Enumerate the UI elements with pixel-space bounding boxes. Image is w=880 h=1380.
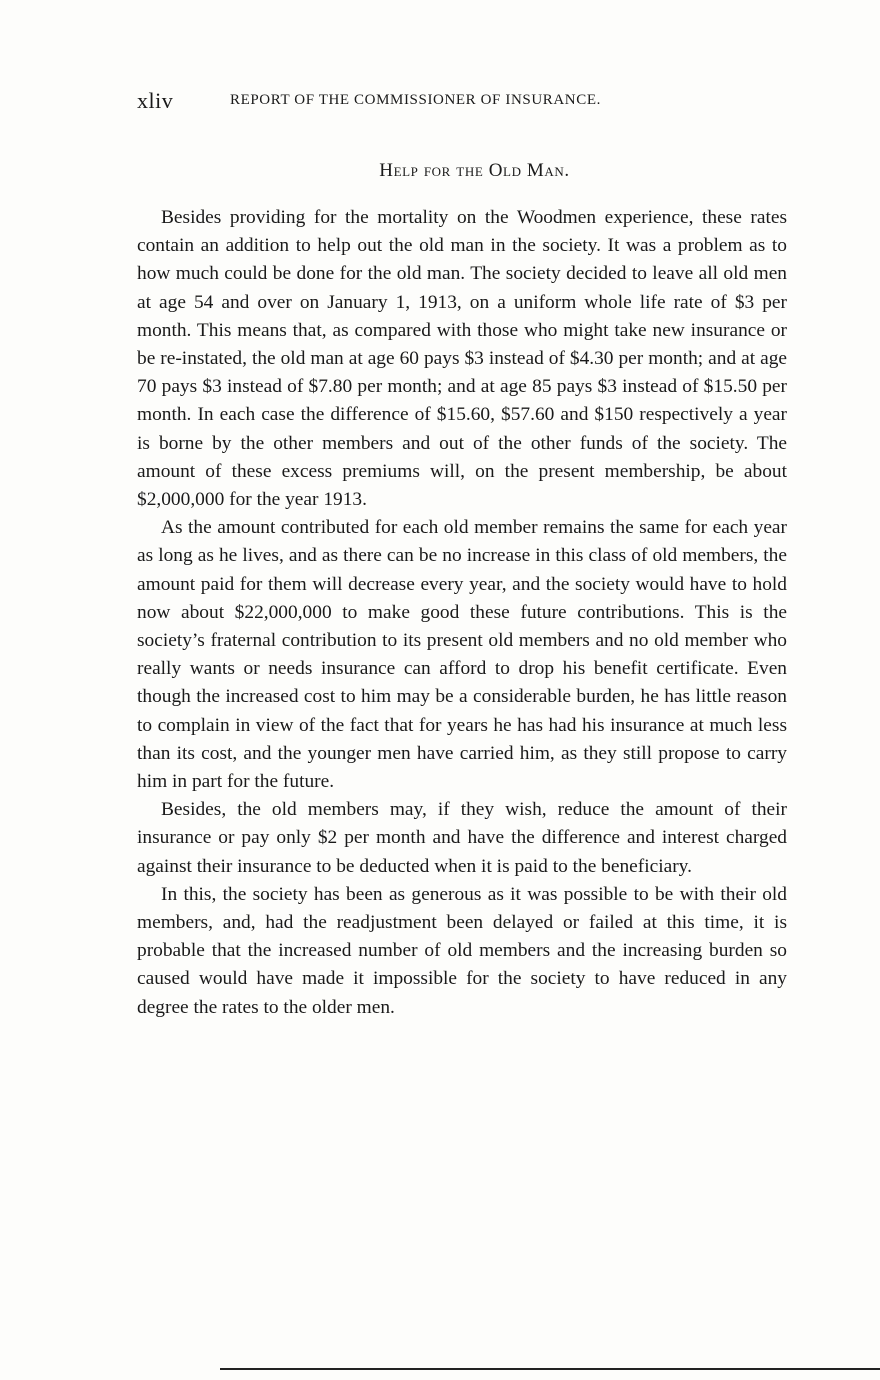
- page-number: xliv: [137, 88, 174, 113]
- running-title: REPORT OF THE COMMISSIONER OF INSURANCE.: [230, 92, 601, 108]
- paragraph-generosity: In this, the society has been as generous as it was possible to be with their old members, and, had the readjustment been delayed or failed at this time, it is probable that the increased number of old members and the increasing burden so caused would have made it impossible for the society to have reduced in any degree the rates to the older men.: [137, 883, 787, 1018]
- paragraph-fraternal-contribution: As the amount contributed for each old member remains the same for each year as long as he lives, and as there can be no increase in this class of old members, the amount paid for them will decrease every year, and the society would have to hold now about $22,000,000 to make good these future contributions. This is the society’s fraternal contribution to its present old members and no old member who really wants or needs insurance can afford to drop his benefit certificate. Even though the increased cost to him may be a considerable burden, he has little reason to complain in view of the fact that for years he has had his insurance at much less than its cost, and the younger men have carried him, as they still propose to carry him in part for the future.: [137, 517, 787, 793]
- running-head: [137, 88, 697, 114]
- paragraph-old-man-rates: Besides providing for the mortality on the Woodmen experience, these rates contain an addition to help out the old man in the society. It was a problem as to how much could be done for the old man. The society decided to leave all old men at age 54 and over on January 1, 1913, on a uniform whole life rate of $3 per month. This means that, as compared with those who might take new insurance or be re-instated, the old man at age 60 pays $3 instead of $4.30 per month; and at age 70 pays $3 instead of $7.80 per month; and at age 85 pays $3 instead of $15.50 per month. In each case the difference of $15.60, $57.60 and $150 respectively a year is borne by the other members and out of the other funds of the society. The amount of these excess premiums will, on the present membership, be about $2,000,000 for the year 1913.: [137, 207, 787, 511]
- paragraph-reduce-insurance: Besides, the old members may, if they wish, reduce the amount of their insurance or pay only $2 per month and have the difference and interest charged against their insurance to be deducted when it is paid to the beneficiary.: [137, 799, 787, 877]
- section-title: Help for the Old Man.: [379, 160, 570, 181]
- page-edge-rule: [220, 1368, 880, 1370]
- body-text: [137, 204, 787, 1022]
